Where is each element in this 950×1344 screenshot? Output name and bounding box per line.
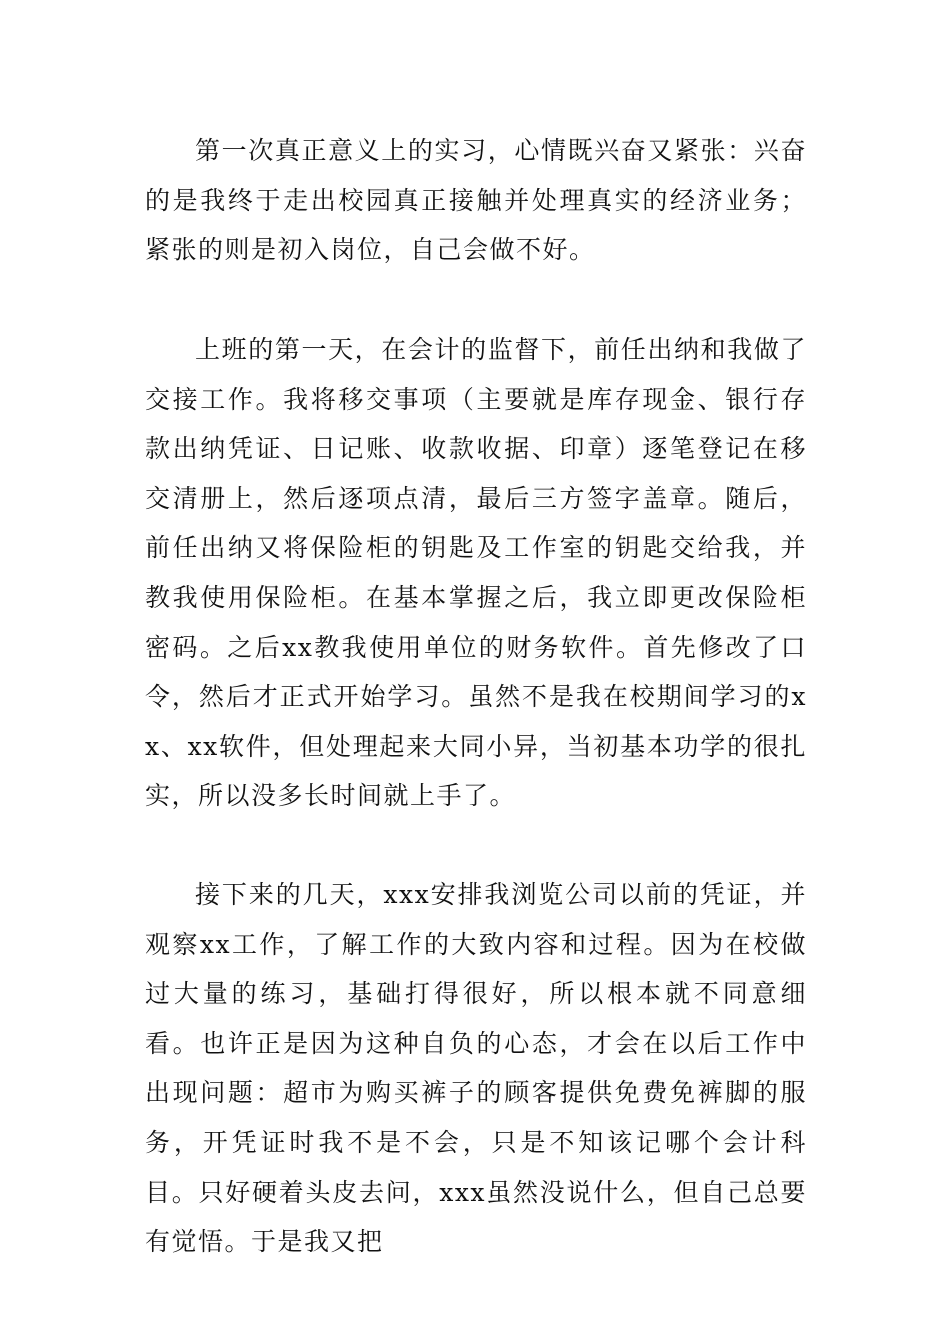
paragraph-2: 上班的第一天，在会计的监督下，前任出纳和我做了交接工作。我将移交事项（主要就是库存现金、银行存款出纳凭证、日记账、收款收据、印章）逐笔登记在移交清册上，然后逐项点清，最后三方签字盖章。随后，前任出纳又将保险柜的钥匙及工作室的钥匙交给我，并教我使用保险柜。在基本掌握之后，我立即更改保险柜密码。之后xx教我使用单位的财务软件。首先修改了口令，然后才正式开始学习。虽然不是我在校期间学习的xx、xx软件，但处理起来大同小异，当初基本功学的很扎实，所以没多长时间就上手了。 [145,335,807,811]
paragraph-1: 第一次真正意义上的实习，心情既兴奋又紧张：兴奋的是我终于走出校园真正接触并处理真实的经济业务；紧张的则是初入岗位，自己会做不好。 [145,136,807,265]
paragraph-3: 接下来的几天，xxx安排我浏览公司以前的凭证，并观察xx工作，了解工作的大致内容和过程。因为在校做过大量的练习，基础打得很好，所以根本就不同意细看。也许正是因为这种自负的心态，才会在以后工作中出现问题：超市为购买裤子的顾客提供免费免裤脚的服务，开凭证时我不是不会，只是不知该记哪个会计科目。只好硬着头皮去问，xxx虽然没说什么，但自己总要有觉悟。于是我又把 [145,880,807,1257]
